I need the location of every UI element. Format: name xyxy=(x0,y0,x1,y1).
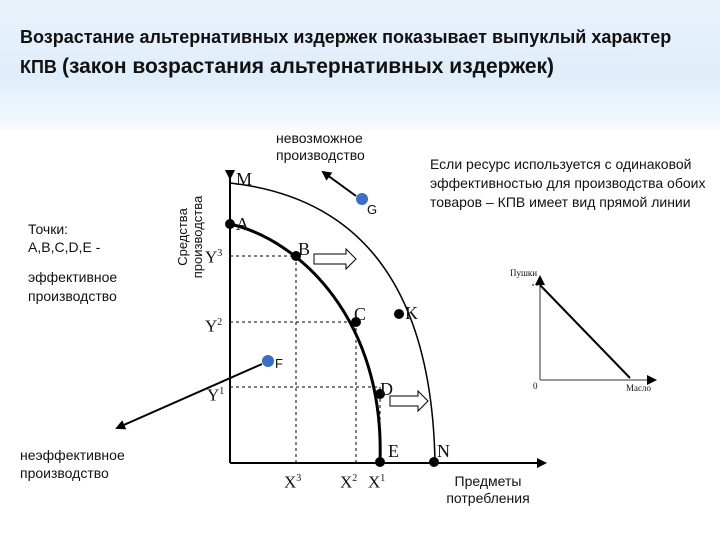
ppf-curve xyxy=(230,224,380,462)
label-c: C xyxy=(354,304,367,324)
small-origin: 0 xyxy=(533,381,538,391)
x-axis-label: Предметы потребления xyxy=(446,473,530,506)
block-arrow-b xyxy=(314,249,356,269)
impossible-label: невозможное производство xyxy=(276,130,365,163)
tick-x1: $X^1$ xyxy=(368,472,386,492)
small-y-label: Пушки xyxy=(510,268,538,278)
small-x-label: Масло xyxy=(626,383,651,393)
point-f xyxy=(262,355,274,367)
points-list: A,B,C,D,E - xyxy=(28,239,101,255)
tick-y2: $Y^2$ xyxy=(205,316,223,336)
point-k xyxy=(394,309,404,319)
efficient-label: эффективное производство xyxy=(28,269,118,304)
label-k: K xyxy=(405,303,418,323)
block-arrow-d xyxy=(390,391,428,411)
label-a: A xyxy=(236,214,249,234)
point-e xyxy=(375,457,385,467)
tick-x3: $X^3$ xyxy=(284,472,302,492)
tick-y1: $Y^1$ xyxy=(207,385,225,405)
label-b: B xyxy=(298,239,311,259)
y-axis-label: Средства производства xyxy=(175,195,205,279)
label-d: D xyxy=(380,379,393,399)
straight-line-note: Если ресурс используется с одинаковой эффективностью для производства обоих товаров – КПВ имеет вид прямой линии xyxy=(430,156,706,210)
label-g: G xyxy=(367,202,378,217)
label-n: N xyxy=(437,441,450,461)
points-heading: Точки: xyxy=(28,221,69,237)
label-m: M xyxy=(236,169,253,189)
label-e: E xyxy=(388,441,399,461)
tick-y3: $Y^3$ xyxy=(205,247,223,267)
arrow-impossible xyxy=(323,172,356,196)
inefficient-label: неэффективное производство xyxy=(20,447,125,481)
label-f: F xyxy=(275,356,283,371)
small-ppf-line xyxy=(540,285,630,378)
title-part1: Возрастание альтернативных издержек показывает выпуклый характер КПВ xyxy=(20,27,672,77)
tick-x2: $X^2$ xyxy=(340,472,358,492)
guide-lines xyxy=(230,256,380,463)
title-part2: (закон возрастания альтернативных издержек) xyxy=(61,55,554,78)
arrow-inefficient xyxy=(117,364,262,428)
point-a xyxy=(225,219,235,229)
